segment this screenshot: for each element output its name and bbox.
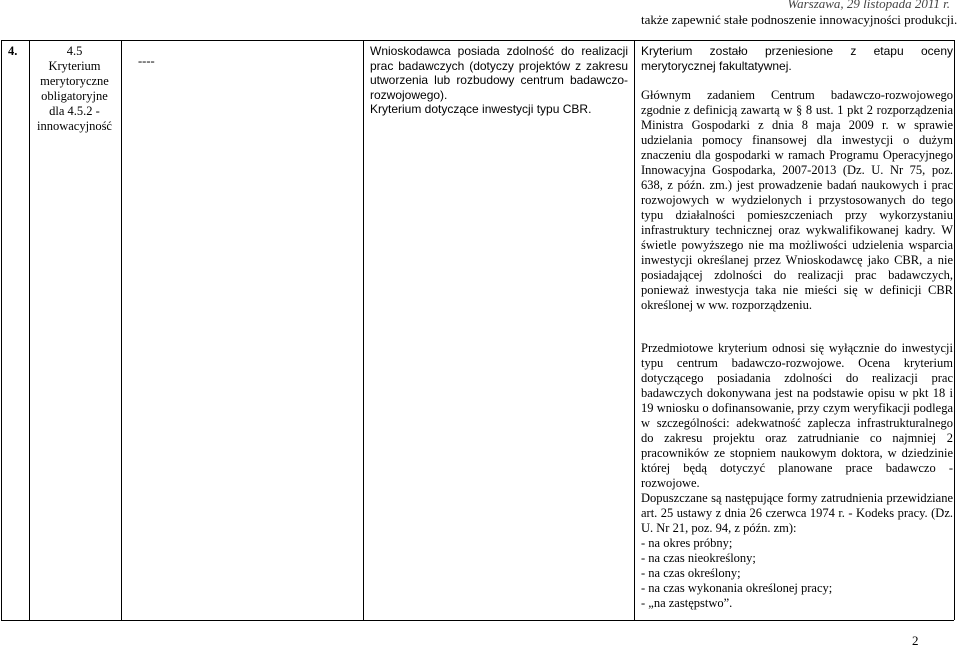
employment-forms-list bbox=[641, 536, 953, 611]
justification-paragraph: Głównym zadaniem Centrum badawczo-rozwojowego zgodnie z definicją zawartą w § 8 ust. 1 pkt 2 rozporządzenia Ministra Gospodarki z dnia 8 maja 2009 r. w sprawie udzielania pomocy finansowej dla inwestycji o dużym znaczeniu dla gospodarki w ramach Programu Operacyjnego Innowacyjna Gospodarka, 2007-2013 (Dz. U. Nr 75, poz. 638, z późn. zm.) jest prowadzenie badań naukowych i prac rozwojowych w wydzielonych i przystosowanych do tego typu działalności pomieszczeniach przy wykorzystaniu infrastruktury technicznej oraz wykwalifikowanej kadry. W świetle powyższego nie ma możliwości udzielenia wsparcia inwestycji określanej przez Wnioskodawcę jako CBR, a nie posiadającej zdolności do realizacji prac badawczych, ponieważ inwestycja taka nie mieści się w definicji CBR określonej w ww. rozporządzeniu. bbox=[641, 88, 953, 312]
justification-paragraph: Kryterium zostało przeniesione z etapu oceny merytorycznej fakultatywnej. bbox=[641, 44, 953, 73]
list-item: - na czas wykonania określonej pracy; bbox=[641, 581, 833, 595]
table-top-border bbox=[1, 40, 954, 41]
table-border-col2 bbox=[121, 40, 122, 620]
table-border-col1 bbox=[29, 40, 30, 620]
table-border-col3 bbox=[363, 40, 364, 620]
criterion-name-line: Kryterium bbox=[48, 59, 101, 73]
list-item: - na czas określony; bbox=[641, 566, 741, 580]
list-item: - „na zastępstwo”. bbox=[641, 596, 733, 610]
criterion-description bbox=[370, 44, 628, 117]
weight-value: ---- bbox=[138, 54, 155, 68]
criterion-name-line: dla 4.5.2 - bbox=[49, 104, 100, 118]
continued-text-line: także zapewnić stałe podnoszenie innowacyjności produkcji. bbox=[641, 12, 958, 27]
table-bottom-border bbox=[1, 620, 954, 621]
list-item: - na czas nieokreślony; bbox=[641, 551, 756, 565]
description-paragraph: Wnioskodawca posiada zdolność do realizacji prac badawczych (dotyczy projektów z zakresu utworzenia lub rozbudowy centrum badawczo-rozwojowego). bbox=[370, 44, 628, 102]
row-number: 4. bbox=[8, 44, 18, 58]
table-border-col4 bbox=[634, 40, 635, 620]
criterion-name-line: obligatoryjne bbox=[41, 89, 108, 103]
criterion-name bbox=[32, 44, 117, 134]
description-paragraph: Kryterium dotyczące inwestycji typu CBR. bbox=[370, 102, 592, 116]
criterion-name-line: innowacyjność bbox=[37, 119, 112, 133]
criterion-name-line: merytoryczne bbox=[40, 74, 109, 88]
criterion-justification bbox=[641, 44, 953, 611]
criterion-name-line: 4.5 bbox=[66, 44, 83, 58]
page-number: 2 bbox=[912, 633, 919, 648]
table-border-left bbox=[1, 40, 2, 620]
list-item: - na okres próbny; bbox=[641, 536, 733, 550]
document-date: Warszawa, 29 listopada 2011 r. bbox=[787, 0, 950, 11]
table-border-right bbox=[954, 40, 955, 620]
justification-paragraph: Dopuszczane są następujące formy zatrudnienia przewidziane art. 25 ustawy z dnia 26 czerwca 1974 r. - Kodeks pracy. (Dz. U. Nr 21, poz. 94, z późn. zm): bbox=[641, 491, 953, 535]
justification-paragraph: Przedmiotowe kryterium odnosi się wyłącznie do inwestycji typu centrum badawczo-rozwojowe. Ocena kryterium dotyczącego posiadania zdolności do realizacji prac badawczych dokonywana jest na podstawie opisu w pkt 18 i 19 wniosku o dofinansowanie, przy czym weryfikacji podlega w szczególności: adekwatność zaplecza infrastrukturalnego do zakresu projektu oraz zatrudnianie co najmniej 2 pracowników ze stopniem naukowym doktora, w dziedzinie której będą dotyczyć planowane prace badawczo - rozwojowe. bbox=[641, 341, 953, 490]
